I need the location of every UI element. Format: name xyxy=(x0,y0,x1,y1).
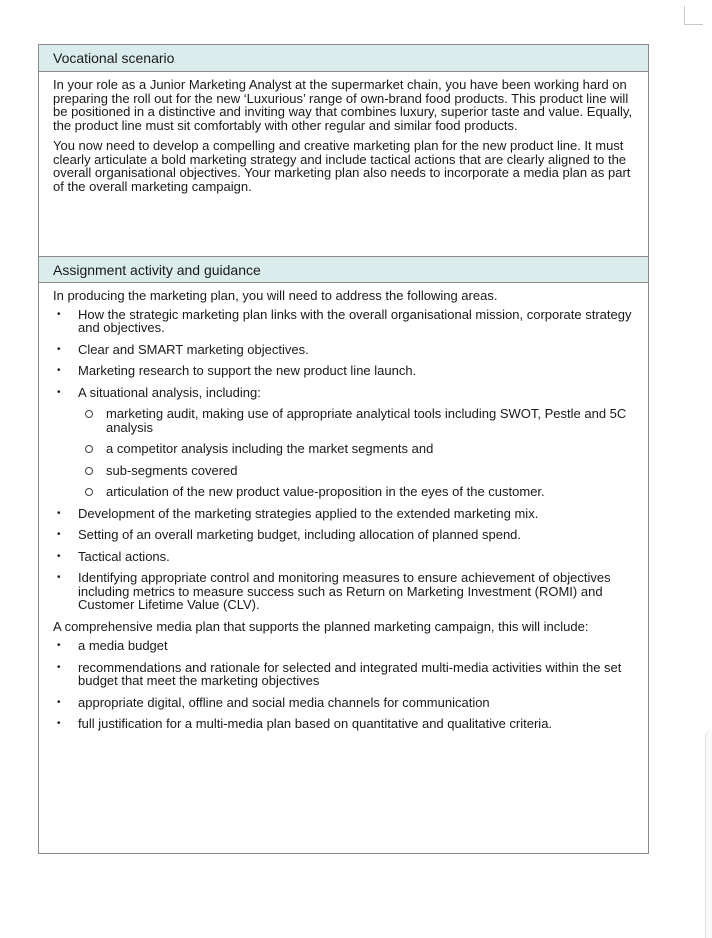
sub-list-item-text: sub-segments covered xyxy=(106,462,238,478)
bullet-icon: • xyxy=(57,365,61,376)
assignment-brief-table xyxy=(38,44,649,854)
areas-list xyxy=(53,308,634,612)
list-item-text: Development of the marketing strategies applied to the extended marketing mix. xyxy=(78,505,539,521)
sub-list-item-text: articulation of the new product value-proposition in the eyes of the customer. xyxy=(106,484,545,499)
scenario-paragraph: In your role as a Junior Marketing Analyst at the supermarket chain, you have been working hard on preparing the roll out for the new ‘Luxurious’ range of own-brand food products. This product line will be positioned in a distinctive and inviting way that combines luxury, superior taste and value. Equally, the product line must sit comfortably with other regular and similar food products. xyxy=(53,77,633,133)
situational-analysis-sublist xyxy=(78,407,634,499)
list-item-text: A situational analysis, including: xyxy=(78,384,261,400)
sub-list-item-text: a competitor analysis including the market segments and xyxy=(106,441,434,456)
list-item xyxy=(53,364,634,378)
list-item-text: How the strategic marketing plan links with the overall organisational mission, corporate strategy and objectives. xyxy=(78,306,632,335)
list-item-text: a media budget xyxy=(78,638,168,653)
list-item-text: Tactical actions. xyxy=(78,548,170,564)
list-item-text: full justification for a multi-media plan based on quantitative and qualitative criteria. xyxy=(78,716,553,731)
list-item xyxy=(53,308,634,335)
bullet-icon: • xyxy=(57,507,61,519)
list-item xyxy=(53,571,634,612)
sub-list-item xyxy=(78,464,634,478)
circle-bullet-icon xyxy=(85,410,93,418)
bullet-icon: • xyxy=(57,640,61,651)
list-item-text: recommendations and rationale for selected and integrated multi-media activities within the set budget that meet the marketing objectives xyxy=(78,659,622,688)
vocational-scenario-title: Vocational scenario xyxy=(53,50,175,66)
circle-bullet-icon xyxy=(85,467,93,475)
list-item xyxy=(53,639,634,653)
list-item xyxy=(53,507,634,521)
sub-list-item-text: marketing audit, making use of appropriate analytical tools including SWOT, Pestle and 5C analysis xyxy=(106,406,627,435)
bullet-icon: • xyxy=(57,529,61,540)
assignment-intro: In producing the marketing plan, you will need to address the following areas. xyxy=(53,288,498,303)
vocational-scenario-body xyxy=(39,72,648,256)
bullet-icon: • xyxy=(57,718,61,729)
sub-list-item xyxy=(78,485,634,499)
bullet-icon: • xyxy=(57,386,61,398)
page-corner-mark xyxy=(684,6,703,25)
page-edge xyxy=(705,730,712,938)
bullet-icon: • xyxy=(57,550,61,562)
list-item xyxy=(53,717,634,731)
bullet-icon: • xyxy=(57,343,61,355)
scenario-paragraph: You now need to develop a compelling and creative marketing plan for the new product line. It must clearly articulate a bold marketing strategy and include tactical actions that are clearly aligned to the overall organisational objectives. Your marketing plan also needs to incorporate a media plan as part of the overall marketing campaign. xyxy=(53,138,631,194)
sub-list-item xyxy=(78,407,634,434)
media-plan-intro: A comprehensive media plan that supports the planned marketing campaign, this will include: xyxy=(53,618,589,634)
list-item xyxy=(53,528,634,542)
vocational-scenario-header xyxy=(39,45,648,72)
circle-bullet-icon xyxy=(85,488,93,496)
assignment-activity-header xyxy=(39,256,648,283)
sub-list-item xyxy=(78,442,634,456)
list-item xyxy=(53,696,634,710)
list-item-text: Identifying appropriate control and monitoring measures to ensure achievement of objectives including metrics to measure success such as Return on Marketing Investment (ROMI) and Customer Lifetime Value (CLV). xyxy=(78,570,611,612)
list-item-text: Setting of an overall marketing budget, including allocation of planned spend. xyxy=(78,527,522,542)
bullet-icon: • xyxy=(57,308,61,320)
bullet-icon: • xyxy=(57,661,61,673)
list-item xyxy=(53,386,634,499)
assignment-activity-title: Assignment activity and guidance xyxy=(53,262,261,278)
bullet-icon: • xyxy=(57,696,61,708)
assignment-activity-body xyxy=(39,283,648,731)
bullet-icon: • xyxy=(57,572,61,583)
media-plan-list xyxy=(53,639,634,731)
circle-bullet-icon xyxy=(85,445,93,453)
list-item xyxy=(53,661,634,688)
list-item-text: Marketing research to support the new product line launch. xyxy=(78,363,417,378)
list-item xyxy=(53,550,634,564)
list-item-text: appropriate digital, offline and social media channels for communication xyxy=(78,694,490,710)
list-item-text: Clear and SMART marketing objectives. xyxy=(78,341,309,357)
list-item xyxy=(53,343,634,357)
